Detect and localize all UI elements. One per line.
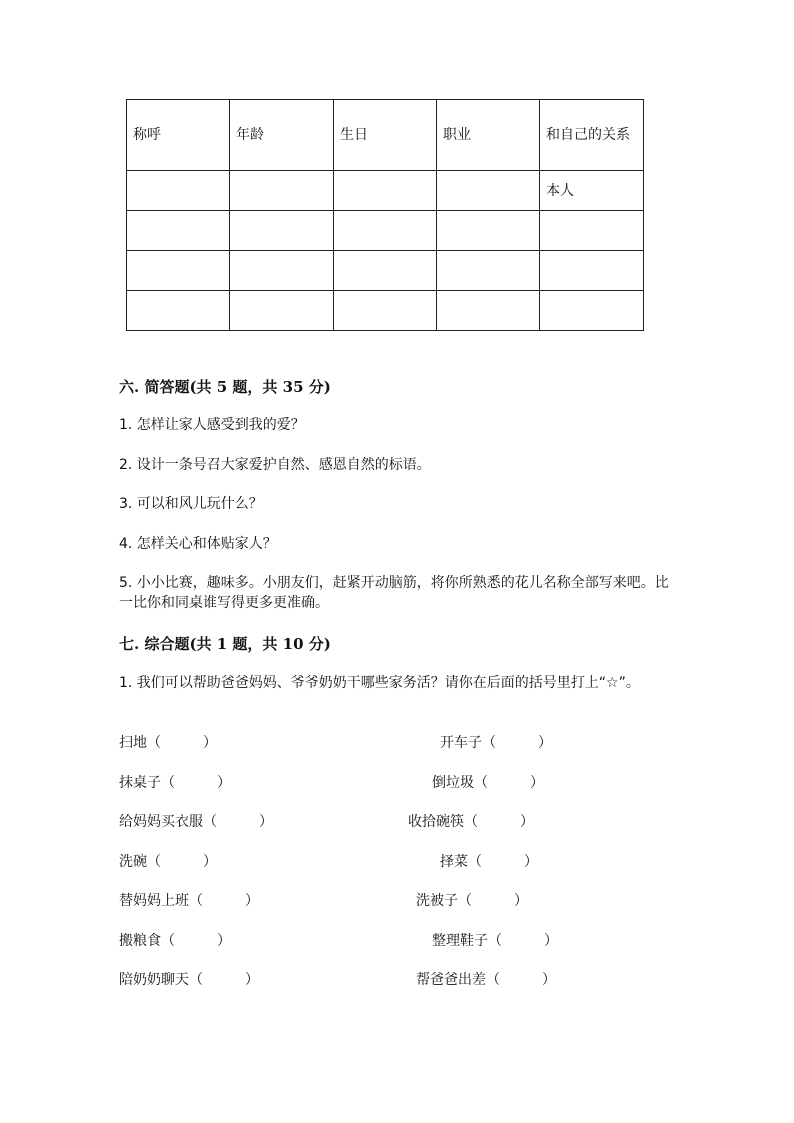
table-row <box>127 211 644 251</box>
table-cell <box>230 251 334 291</box>
chore-item: 整理鞋子（ ） <box>432 933 558 949</box>
table-header-row <box>127 100 644 171</box>
chore-item: 抹桌子（ ） <box>119 775 231 791</box>
chore-item: 倒垃圾（ ） <box>432 775 544 791</box>
table-cell <box>540 291 644 331</box>
chore-item: 陪奶奶聊天（ ） <box>119 972 259 988</box>
table-cell <box>334 171 437 211</box>
table-cell <box>334 211 437 251</box>
table-cell <box>540 211 644 251</box>
section6-question: 1. 怎样让家人感受到我的爱？ <box>119 417 305 433</box>
table-cell <box>334 251 437 291</box>
chore-item: 给妈妈买衣服（ ） <box>119 814 273 830</box>
chore-item: 搬粮食（ ） <box>119 933 231 949</box>
table-cell <box>230 211 334 251</box>
chore-item: 扫地（ ） <box>119 735 217 751</box>
chore-item: 洗碗（ ） <box>119 854 217 870</box>
chore-item: 帮爸爸出差（ ） <box>416 972 556 988</box>
table-cell <box>127 251 230 291</box>
table-cell <box>437 291 540 331</box>
table-row <box>127 291 644 331</box>
section6-question: 3. 可以和风儿玩什么？ <box>119 496 263 512</box>
table-cell <box>230 291 334 331</box>
section7-title: 七. 综合题(共 1 题，共 10 分) <box>119 635 331 653</box>
table-row <box>127 171 644 211</box>
table-cell <box>437 171 540 211</box>
section6-title: 六. 简答题(共 5 题，共 35 分) <box>119 378 331 396</box>
table-cell <box>127 291 230 331</box>
header-cell: 称呼 <box>127 100 230 171</box>
header-cell: 职业 <box>437 100 540 171</box>
section6-question: 2. 设计一条号召大家爱护自然、感恩自然的标语。 <box>119 457 431 473</box>
header-cell: 年龄 <box>230 100 334 171</box>
table-cell <box>540 251 644 291</box>
table-cell <box>127 171 230 211</box>
header-cell: 生日 <box>334 100 437 171</box>
section6-question: 4. 怎样关心和体贴家人？ <box>119 536 277 552</box>
chore-item: 择菜（ ） <box>440 854 538 870</box>
chore-item: 开车子（ ） <box>440 735 552 751</box>
table-cell <box>437 211 540 251</box>
table-cell <box>230 171 334 211</box>
header-cell: 和自己的关系 <box>540 100 644 171</box>
table-cell <box>127 211 230 251</box>
table-cell <box>437 251 540 291</box>
table-cell: 本人 <box>540 171 644 211</box>
chore-item: 收拾碗筷（ ） <box>408 814 534 830</box>
chore-item: 洗被子（ ） <box>416 893 528 909</box>
section7-question: 1. 我们可以帮助爸爸妈妈、爷爷奶奶干哪些家务活？请你在后面的括号里打上“☆”。 <box>119 675 640 691</box>
family-info-table <box>126 99 644 331</box>
chore-item: 替妈妈上班（ ） <box>119 893 259 909</box>
table-cell <box>334 291 437 331</box>
section6-question: 5. 小小比赛，趣味多。小朋友们，赶紧开动脑筋，将你所熟悉的花儿名称全部写来吧。比一比你和同桌谁写得更多更准确。 <box>119 575 669 611</box>
table-row <box>127 251 644 291</box>
